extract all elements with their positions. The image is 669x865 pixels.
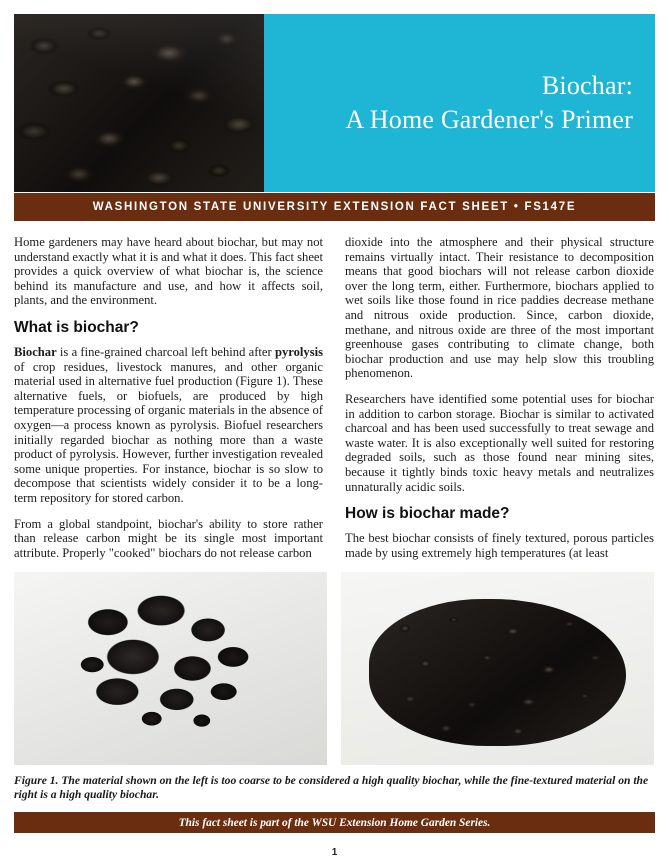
intro-paragraph: Home gardeners may have heard about biochar, but may not understand exactly what it is and what it does. This fact sheet provides a quick overview of what biochar is, the science behind its manufacture and use, and how it affects soil, plants, and the environment. bbox=[14, 235, 323, 308]
right-column bbox=[345, 235, 654, 560]
article-body bbox=[14, 235, 655, 560]
figure-left-chunks bbox=[14, 572, 327, 765]
definition-paragraph bbox=[14, 345, 323, 506]
page-title-line1: Biochar: bbox=[541, 71, 633, 100]
heading-what-is-biochar: What is biochar? bbox=[14, 318, 139, 336]
term-pyrolysis: pyrolysis bbox=[274, 344, 323, 359]
manufacture-paragraph: The best biochar consists of finely textured, porous particles made by using extremely high temperatures (at least bbox=[345, 531, 654, 560]
definition-rest: of crop residues, livestock manures, and other organic material used in alternative fuel production (Figure 1). These alternative fuels, or biofuels, are produced by high temperature processing of organic materials in the absence of oxygen—a process known as pyrolysis. Biofuel researchers initially regarded biochar as nothing more than a waste product of pyrolysis. However, further investigation revealed some unique properties. For instance, biochar is so slow to decompose that scientists widely consider it to be a long-term repository for stored carbon. bbox=[14, 359, 323, 505]
figure-1-images bbox=[14, 572, 655, 765]
coarse-biochar-chunks-photo bbox=[14, 572, 327, 765]
page-number: 1 bbox=[331, 847, 338, 859]
heading-how-is-biochar-made: How is biochar made? bbox=[345, 505, 510, 523]
definition-mid: is a fine-grained charcoal left behind after bbox=[56, 344, 275, 359]
title-block bbox=[264, 14, 655, 192]
page-title-line2: A Home Gardener's Primer bbox=[345, 105, 633, 134]
carbon-storage-paragraph: From a global standpoint, biochar's ability to store rather than release carbon might be its single most important attribute. Properly "cooked" biochars do not release carbon bbox=[14, 516, 323, 560]
series-footer-bar: This fact sheet is part of the WSU Extension Home Garden Series. bbox=[14, 812, 655, 833]
term-biochar: Biochar bbox=[14, 344, 57, 359]
greenhouse-gas-paragraph: dioxide into the atmosphere and their physical structure remains virtually intact. Their resistance to decomposition means that good biochars will not release carbon dioxide over the long term, either. Furthermore, biochars applied to wet soils like those found in rice paddies decrease methane and nitrous oxide production. Since, carbon dioxide, methane, and nitrous oxide are three of the most important greenhouse gases contributing to climate change, both biochar production and use may help slow this troubling phenomenon. bbox=[345, 235, 654, 381]
photo-highlight bbox=[14, 14, 264, 192]
page-header bbox=[14, 14, 655, 192]
biochar-granules-photo bbox=[14, 14, 264, 192]
potential-uses-paragraph: Researchers have identified some potential uses for biochar in addition to carbon storage. Biochar is similar to activated charcoal and has been used successfully to treat sewage and waste water. It is also exceptionally well suited for restoring degraded soils, such as those found near mining sites, because it tightly binds toxic heavy metals and neutralizes unnaturally acidic soils. bbox=[345, 391, 654, 494]
left-column bbox=[14, 235, 323, 560]
fine-textured-biochar-photo bbox=[341, 572, 654, 765]
figure-1-caption: Figure 1. The material shown on the left is too coarse to be considered a high quality biochar, while the fine-textured material on the right is a high quality biochar. bbox=[14, 774, 649, 802]
figure-right-fines bbox=[369, 599, 626, 746]
publication-banner: WASHINGTON STATE UNIVERSITY EXTENSION FACT SHEET • FS147E bbox=[14, 193, 655, 221]
